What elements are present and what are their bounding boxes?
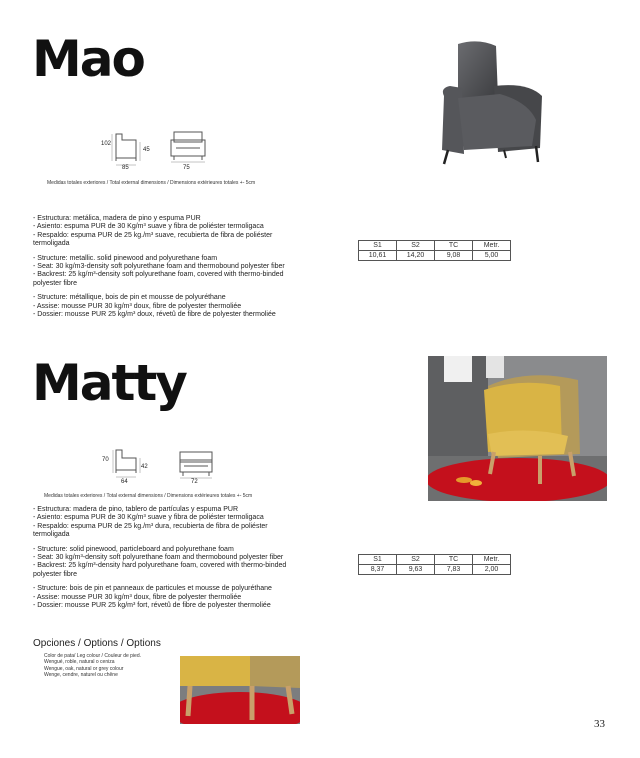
matty-depth-label: 72 (191, 479, 198, 485)
matty-spec-es-1: - Estructura: madera de pino, tablero de partículas y espuma PUR (33, 506, 239, 513)
matty-spec-en-1: - Structure: solid pinewood, particleboard and polyurethane foam (33, 545, 234, 553)
matty-chair-photo (428, 356, 607, 501)
matty-spec-en-2: - Seat: 30 kg/m³-density soft polyurethane foam and thermobound polyester fiber (33, 554, 284, 562)
matty-spec-fr-2: - Assise: mousse PUR 30 kg/m³ doux, fibre de polyester thermoliée (33, 593, 242, 601)
price-header: TC (435, 555, 473, 565)
matty-specs (33, 506, 298, 610)
price-value: 9,08 (435, 251, 473, 261)
list-item: Color de pata/ Leg colour / Couleur de pied. (44, 653, 142, 659)
mao-width-label: 85 (122, 165, 129, 171)
options-leg-photo (180, 656, 300, 724)
mao-spec-en-2: - Seat: 30 kg/m3-density soft polyurethane foam and thermobound polyester fiber (33, 263, 285, 271)
table-row (359, 555, 511, 565)
mao-chair-photo (428, 38, 550, 166)
price-header: Metr. (473, 241, 511, 251)
options-list (44, 653, 141, 679)
price-header: TC (435, 241, 473, 251)
mao-spec-en-1: - Structure: metallic. solid pinewood and polyurethane foam (33, 254, 218, 262)
price-header: S2 (397, 555, 435, 565)
matty-seat-height-label: 42 (141, 464, 148, 470)
matty-height-label: 70 (102, 457, 109, 463)
price-value: 2,00 (473, 565, 511, 575)
price-value: 7,83 (435, 565, 473, 575)
list-item: Wengue, oak, natural or grey colour (44, 665, 124, 672)
mao-specs (33, 215, 298, 319)
list-item: Wengué, roble, natural o ceniza (44, 659, 115, 666)
matty-price-table (358, 554, 511, 575)
mao-seat-height-label: 45 (143, 147, 150, 153)
matty-dims-caption: Medidas totales exteriores / Total external dimensions / Dimensions extérieures totales +- 5cm (44, 493, 253, 499)
price-value: 5,00 (473, 251, 511, 261)
table-row (359, 241, 511, 251)
price-header: S2 (397, 241, 435, 251)
mao-spec-fr-3: - Dossier: mousse PUR 25 kg/m³ doux, révetû de fibre de polyester thermoliée (33, 311, 276, 319)
mao-spec-en-3: - Backrest: 25 kg/m³-density soft polyurethane foam, covered with thermo-binded polyester fibre (33, 271, 284, 287)
mao-spec-es-1: - Estructura: metálica, madera de pino y espuma PUR (33, 215, 201, 222)
price-value: 9,63 (397, 565, 435, 575)
list-item: Wenge, cendre, naturel ou chêne (44, 672, 118, 679)
price-header: S1 (359, 241, 397, 251)
page-number: 33 (594, 718, 605, 730)
price-value: 10,61 (359, 251, 397, 261)
mao-height-label: 102 (101, 141, 112, 147)
matty-width-label: 64 (121, 479, 128, 485)
mao-depth-label: 75 (183, 165, 190, 171)
mao-spec-fr-2: - Assise: mousse PUR 30 kg/m³ doux, fibre de polyester thermoliée (33, 302, 242, 310)
matty-spec-fr-3: - Dossier: mousse PUR 25 kg/m³ fort, révetû de fibre de polyester thermoliée (33, 602, 271, 610)
mao-dims-caption: Medidas totales exteriores / Total external dimensions / Dimensions extérieures totales +- 5cm (47, 180, 256, 186)
matty-spec-en-3: - Backrest: 25 kg/m³-density hard polyurethane foam, covered with thermo-binded polyester fibre (33, 562, 287, 578)
table-row (359, 565, 511, 575)
options-title: Opciones / Options / Options (33, 638, 161, 649)
product-title-mao: Mao (32, 30, 144, 88)
mao-front-diagram (168, 128, 208, 164)
price-header: S1 (359, 555, 397, 565)
price-value: 14,20 (397, 251, 435, 261)
matty-front-diagram (176, 448, 216, 480)
price-header: Metr. (473, 555, 511, 565)
matty-spec-es-3: - Respaldo: espuma PUR de 25 kg./m³ dura, recubierta de fibra de poliéster termoligada (33, 522, 268, 539)
mao-price-table (358, 240, 511, 261)
price-value: 8,37 (359, 565, 397, 575)
product-title-matty: Matty (32, 354, 186, 412)
mao-spec-es-2: - Asiento: espuma PUR de 30 Kg/m³ suave y fibra de poliéster termoligaca (33, 223, 264, 231)
mao-spec-fr-1: - Structure: métallique, bois de pin et mousse de polyuréthane (33, 294, 226, 302)
table-row (359, 251, 511, 261)
matty-spec-fr-1: - Structure: bois de pin et panneaux de particules et mousse de polyuréthane (33, 585, 272, 593)
matty-spec-es-2: - Asiento: espuma PUR de 30 Kg/m³ suave y fibra de poliéster termoligaca (33, 514, 264, 522)
mao-spec-es-3: - Respaldo: espuma PUR de 25 kg./m³ suave, recubierta de fibra de poliéster termoligada (33, 231, 273, 248)
